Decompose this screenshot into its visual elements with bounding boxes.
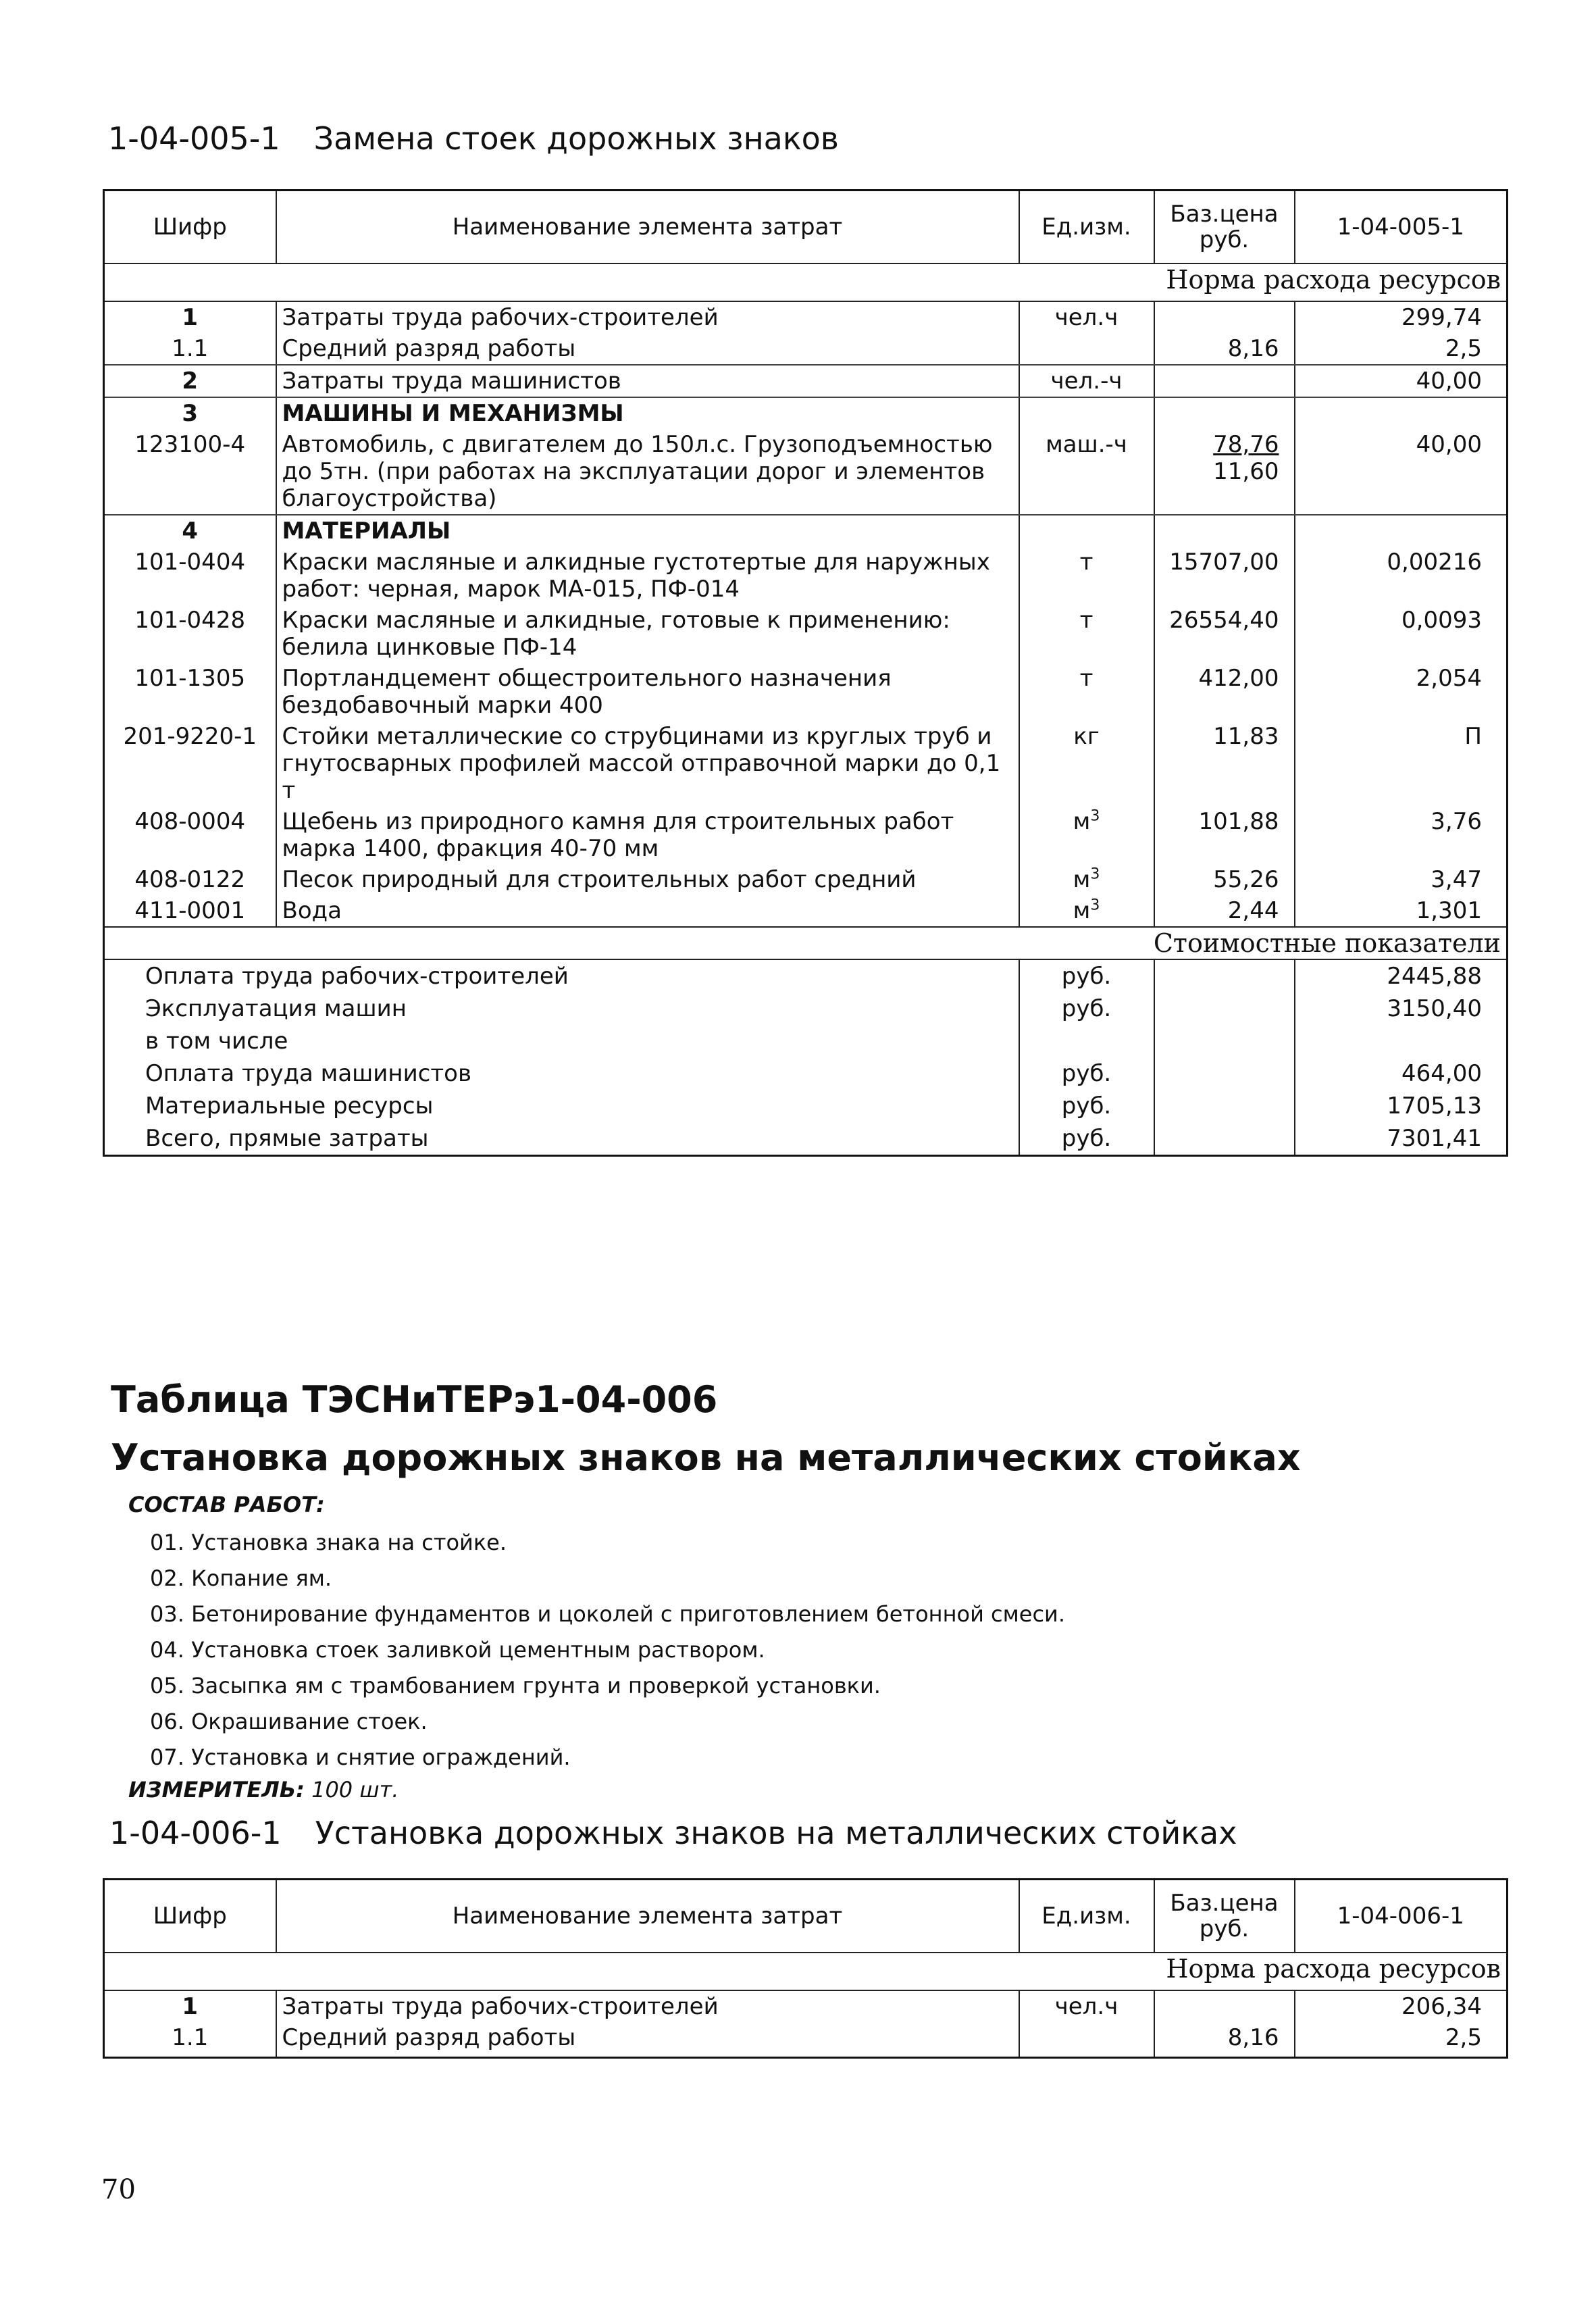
table-row: 408-0122 Песок природный для строительных работ средний $м^3$ 55,26 3,47 <box>104 864 1508 895</box>
work-item: 03. Бетонирование фундаментов и цоколей с приготовлением бетонной смеси. <box>150 1601 1066 1627</box>
work-label: СОСТАВ РАБОТ: <box>128 1492 325 1517</box>
work-item: 06. Окрашивание стоек. <box>150 1709 428 1734</box>
table-row: 123100-4 Автомобиль, с двигателем до 150л.с. Грузоподъемностью до 5тн. (при работах на эксплуатации дорог и элементов благоустройства) маш.-ч 78,76 11,60 40,00 <box>104 429 1508 515</box>
table-row: 1.1 Средний разряд работы 8,16 2,5 <box>104 2022 1508 2058</box>
norm-label-row: Норма расхода ресурсов <box>104 1953 1508 1990</box>
work-item: 01. Установка знака на стойке. <box>150 1530 507 1555</box>
measure-value: 100 шт. <box>311 1777 399 1803</box>
table-row: 1 Затраты труда рабочих-строителей чел.ч 206,34 <box>104 1990 1508 2022</box>
summary-row: Материальные ресурсы руб. 1705,13 <box>104 1090 1508 1122</box>
summary-row: Всего, прямые затраты руб. 7301,41 <box>104 1122 1508 1156</box>
table-row: 1 Затраты труда рабочих-строителей чел.ч 299,74 <box>104 301 1508 333</box>
header-name: Наименование элемента затрат <box>276 1880 1019 1953</box>
work-item: 05. Засыпка ям с трамбованием грунта и проверкой установки. <box>150 1673 881 1699</box>
table-row: 2 Затраты труда машинистов чел.-ч 40,00 <box>104 365 1508 397</box>
header-price: Баз.цена руб. <box>1154 191 1295 264</box>
section1-title-text: Замена стоек дорожных знаков <box>313 120 839 157</box>
work-item: 04. Установка стоек заливкой цементным раствором. <box>150 1637 765 1663</box>
work-item: 02. Копание ям. <box>150 1565 332 1591</box>
table-subheading: Установка дорожных знаков на металлических стойках <box>111 1436 1301 1479</box>
cost-table-1 <box>103 189 1508 1157</box>
summary-row: в том числе <box>104 1025 1508 1057</box>
section2-code: 1-04-006-1 <box>109 1815 282 1851</box>
table-row: 201-9220-1 Стойки металлические со струбцинами из круглых труб и гнутосварных профилей массой отправочной марки до 0,1 т кг 11,83 П <box>104 721 1508 806</box>
table-row: 101-1305 Портландцемент общестроительного назначения бездобавочный марки 400 т 412,00 2,054 <box>104 663 1508 721</box>
table-row: 411-0001 Вода $м^3$ 2,44 1,301 <box>104 895 1508 927</box>
header-cipher: Шифр <box>104 1880 276 1953</box>
header-price: Баз.цена руб. <box>1154 1880 1295 1953</box>
norm-label-row: Норма расхода ресурсов <box>104 263 1508 301</box>
header-cipher: Шифр <box>104 191 276 264</box>
page-number: 70 <box>101 2174 136 2205</box>
summary-row: Эксплуатация машин руб. 3150,40 <box>104 992 1508 1025</box>
table-row: 1.1 Средний разряд работы 8,16 2,5 <box>104 333 1508 365</box>
table-row: 101-0404 Краски масляные и алкидные густотертые для наружных работ: черная, марок МА-015, ПФ-014 т 15707,00 0,00216 <box>104 547 1508 605</box>
header-unit: Ед.изм. <box>1019 191 1154 264</box>
table-heading: Таблица ТЭСНиТЕРэ1-04-006 <box>111 1378 718 1421</box>
section1-code: 1-04-005-1 <box>108 120 280 157</box>
table-row: 408-0004 Щебень из природного камня для строительных работ марка 1400, фракция 40-70 мм $м^3$ 101,88 3,76 <box>104 806 1508 864</box>
cost-label-row: Стоимостные показатели <box>104 927 1508 959</box>
header-norm-code: 1-04-006-1 <box>1295 1880 1508 1953</box>
table-header <box>104 1880 1508 1953</box>
table-header <box>104 191 1508 264</box>
header-unit: Ед.изм. <box>1019 1880 1154 1953</box>
measure-line <box>128 1777 398 1803</box>
table-row: 3 МАШИНЫ И МЕХАНИЗМЫ <box>104 397 1508 429</box>
section2-title-text: Установка дорожных знаков на металлических стойках <box>315 1815 1237 1851</box>
section1-title <box>108 120 839 157</box>
work-item: 07. Установка и снятие ограждений. <box>150 1744 571 1770</box>
summary-row: Оплата труда машинистов руб. 464,00 <box>104 1057 1508 1090</box>
cost-table-2 <box>103 1878 1508 2059</box>
table-row: 4 МАТЕРИАЛЫ <box>104 515 1508 547</box>
section2-title <box>109 1815 1237 1851</box>
header-norm-code: 1-04-005-1 <box>1295 191 1508 264</box>
summary-row: Оплата труда рабочих-строителей руб. 2445,88 <box>104 959 1508 992</box>
table-row: 101-0428 Краски масляные и алкидные, готовые к применению: белила цинковые ПФ-14 т 26554,40 0,0093 <box>104 605 1508 663</box>
header-name: Наименование элемента затрат <box>276 191 1019 264</box>
measure-label: ИЗМЕРИТЕЛЬ: <box>128 1777 305 1803</box>
